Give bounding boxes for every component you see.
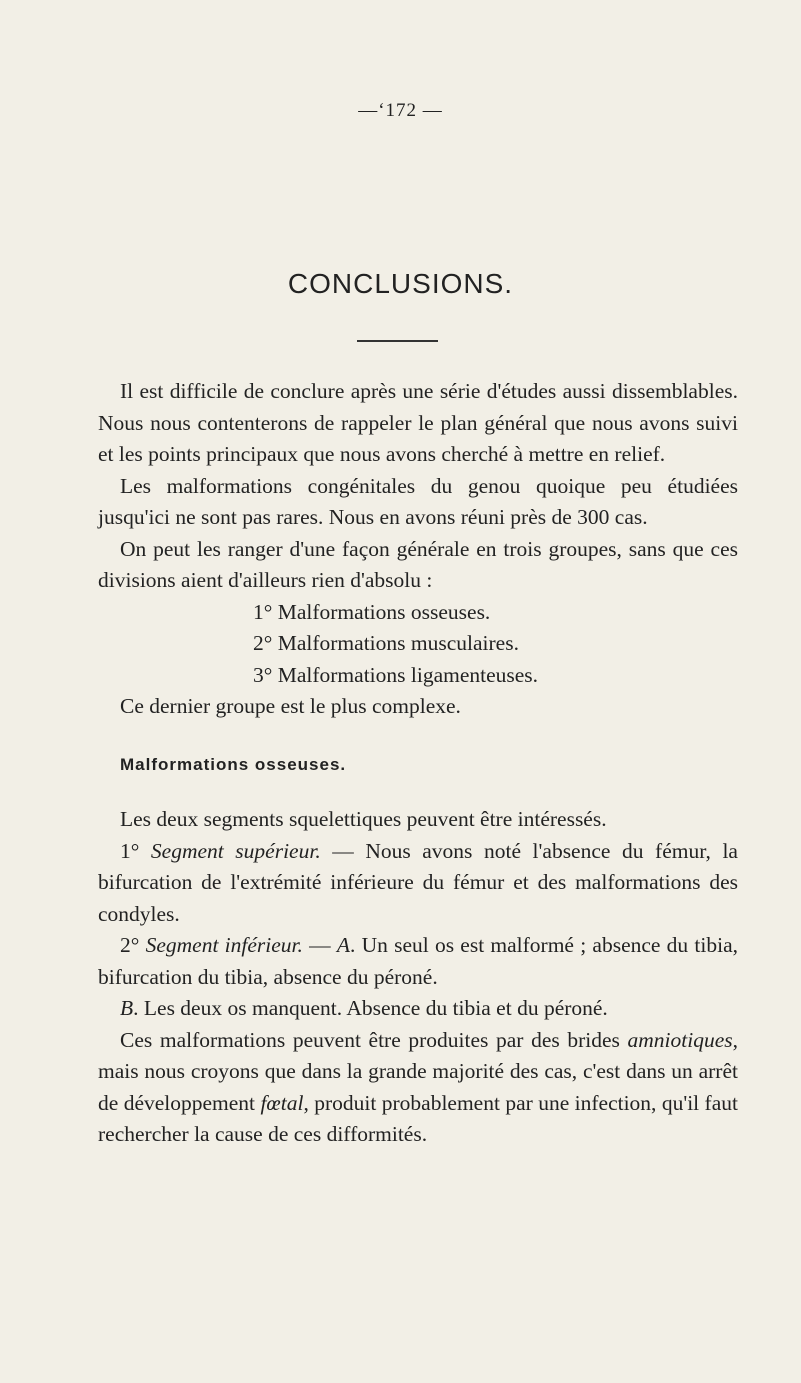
- paragraph-text: , mais nous croyons que dans la grande majorité des cas, c'est dans un arrêt de développement: [98, 1027, 738, 1115]
- paragraph-text: — Nous avons noté l'absence du fémur, la bifurcation de l'extrémité inférieure du fémur et des malformations des condyles.: [98, 838, 738, 926]
- section-paragraph-2: [98, 836, 738, 931]
- closing-intro-paragraph: Ce dernier groupe est le plus complexe.: [120, 694, 461, 718]
- paragraph-text: . Un seul os est malformé ; absence du tibia, bifurcation du tibia, absence du péroné.: [98, 933, 738, 989]
- group-item-2: 2° Malformations musculaires.: [253, 631, 519, 655]
- intro-paragraph-2: Les malformations congénitales du genou quoique peu étudiées jusqu'ici ne sont pas rares. Nous en avons réuni près de 300 cas.: [98, 473, 738, 529]
- section-paragraph-3: [98, 930, 738, 993]
- separator: —: [302, 933, 337, 957]
- italic-term: fœtal: [260, 1090, 304, 1115]
- italic-term: Segment inférieur.: [145, 933, 303, 957]
- section-paragraph-1: Les deux segments squelettiques peuvent être intéressés.: [120, 807, 607, 831]
- group-item-3: 3° Malformations ligamenteuses.: [253, 662, 539, 687]
- section-heading: Malformations osseuses.: [120, 754, 347, 774]
- paragraph-text: Ces malformations peuvent être produites par des brides: [120, 1027, 628, 1052]
- intro-paragraph-3: On peut les ranger d'une façon générale en trois groupes, sans que ces divisions aient d'ailleurs rien d'absolu :: [98, 536, 738, 592]
- title-divider: [357, 340, 438, 342]
- paragraph-text: , produit probablement par une infection, qu'il faut rechercher la cause de ces difformités.: [98, 1090, 738, 1146]
- intro-paragraph-1: Il est difficile de conclure après une série d'études aussi dissemblables. Nous nous contenterons de rappeler le plan général que nous avons suivi et les points principaux que nous avons cherché à mettre en relief.: [98, 379, 738, 466]
- paragraph-text: . Les deux os manquent. Absence du tibia et du péroné.: [133, 996, 608, 1020]
- group-item-1: 1° Malformations osseuses.: [253, 599, 491, 624]
- page-number: —‘172 —: [358, 100, 443, 121]
- section-paragraph-4: [98, 993, 738, 1025]
- section-paragraph-5: [98, 1025, 738, 1151]
- italic-term: Segment supérieur.: [150, 838, 321, 863]
- italic-letter: A: [336, 933, 350, 957]
- page-title: CONCLUSIONS.: [287, 268, 514, 299]
- paragraph-label: 2°: [120, 933, 146, 957]
- body-text: [98, 376, 738, 1151]
- paragraph-label: 1°: [120, 838, 151, 863]
- italic-term: amniotiques: [627, 1027, 733, 1052]
- italic-letter: B: [120, 996, 134, 1020]
